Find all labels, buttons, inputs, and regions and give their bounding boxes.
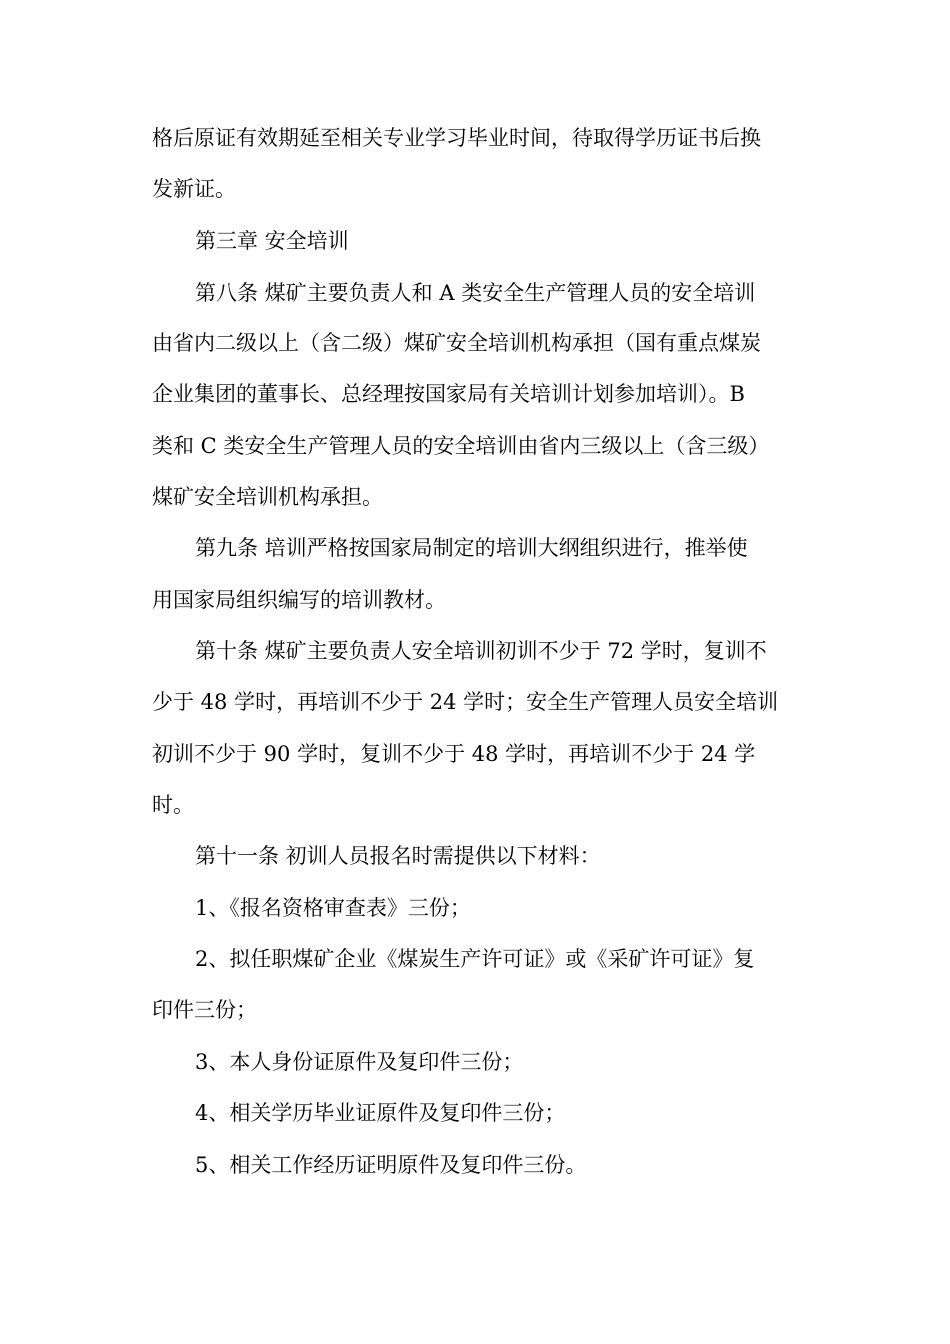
- list-item: 5、相关工作经历证明原件及复印件三份。: [195, 1153, 587, 1177]
- article-10-line: 第十条 煤矿主要负责人安全培训初训不少于 72 学时，复训不: [195, 639, 767, 663]
- text-line: 由省内二级以上（含二级）煤矿安全培训机构承担（国有重点煤炭: [152, 331, 761, 355]
- article-8-line: 第八条 煤矿主要负责人和 A 类安全生产管理人员的安全培训: [195, 281, 756, 305]
- list-item: 3、本人身份证原件及复印件三份；: [195, 1050, 524, 1074]
- article-9-line: 第九条 培训严格按国家局制定的培训大纲组织进行，推举使: [195, 536, 748, 560]
- text-line: 用国家局组织编写的培训教材。: [152, 588, 446, 612]
- text-line: 企业集团的董事长、总经理按国家局有关培训计划参加培训）。B: [152, 382, 745, 406]
- text-line: 少于 48 学时，再培训不少于 24 学时；安全生产管理人员安全培训: [152, 690, 779, 714]
- list-item: 1、《报名资格审查表》三份；: [195, 896, 471, 920]
- chapter-heading: 第三章 安全培训: [195, 229, 349, 253]
- list-item: 4、相关学历毕业证原件及复印件三份；: [195, 1101, 566, 1125]
- text-line: 煤矿安全培训机构承担。: [152, 485, 383, 509]
- text-line: 时。: [152, 793, 194, 817]
- article-11-line: 第十一条 初训人员报名时需提供以下材料：: [195, 844, 601, 868]
- text-line: 格后原证有效期延至相关专业学习毕业时间，待取得学历证书后换: [152, 126, 761, 150]
- text-line: 发新证。: [152, 177, 236, 201]
- text-line: 印件三份；: [152, 998, 257, 1022]
- text-line: 初训不少于 90 学时，复训不少于 48 学时，再培训不少于 24 学: [152, 742, 756, 766]
- list-item: 2、拟任职煤矿企业《煤炭生产许可证》或《采矿许可证》复: [195, 947, 755, 971]
- text-line: 类和 C 类安全生产管理人员的安全培训由省内三级以上（含三级）: [152, 434, 770, 458]
